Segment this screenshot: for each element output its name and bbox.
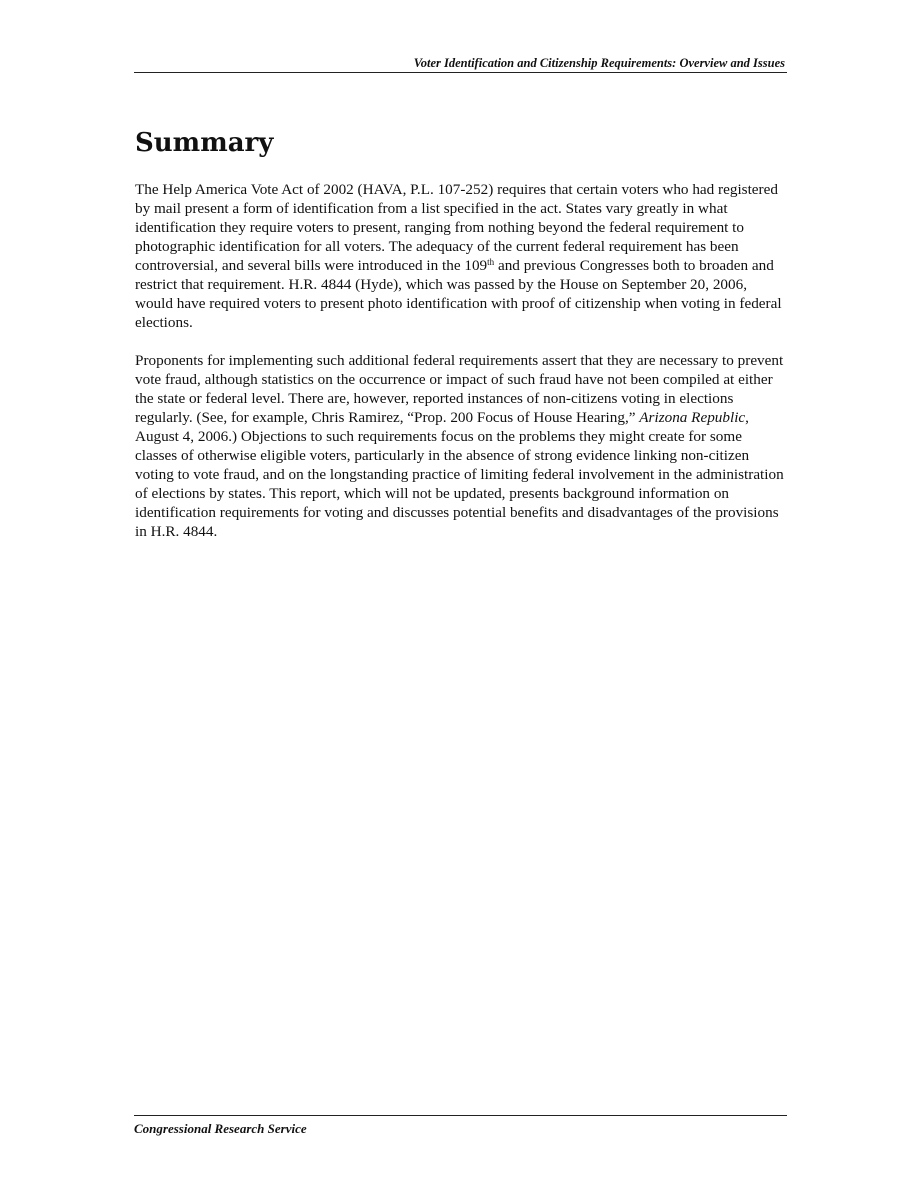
paragraph-2-text-a: Proponents for implementing such additional federal requirements assert that they are necessary to prevent vote fraud, although statistics on the occurrence or impact of such fraud have not been compiled at either the state or federal level. There are, however, reported instances of non-citizens voting in elections regularly. (See, for example, Chris Ramirez, “Prop. 200 Focus of House Hearing,” (135, 352, 784, 426)
paragraph-1-text-b: and previous Congresses both to broaden and restrict that requirement. H.R. 4844 (Hyde), which was passed by the House on September 20, 2006, would have required voters to present photo identification with proof of citizenship when voting in federal elections. (135, 257, 782, 331)
ordinal-superscript: th (487, 257, 495, 267)
running-header-title: Voter Identification and Citizenship Requirements: Overview and Issues (413, 56, 785, 70)
running-footer (134, 1115, 787, 1138)
page-content (135, 124, 787, 541)
page-title: Summary (135, 128, 274, 158)
running-header (134, 54, 787, 73)
footer-source: Congressional Research Service (134, 1121, 307, 1136)
summary-paragraph-2 (135, 351, 787, 541)
paragraph-2-text-b: , August 4, 2006.) Objections to such requirements focus on the problems they might create for some classes of otherwise eligible voters, particularly in the absence of strong evidence linking non-citizen voting to vote fraud, and on the longstanding practice of limiting federal involvement in the administration of elections by states. This report, which will not be updated, presents background information on identification requirements for voting and discusses potential benefits and disadvantages of the provisions in H.R. 4844. (135, 409, 784, 540)
paragraph-1-text-a: The Help America Vote Act of 2002 (HAVA, P.L. 107-252) requires that certain voters who had registered by mail present a form of identification from a list specified in the act. States vary greatly in what identification they require voters to present, ranging from nothing beyond the federal requirement to photographic identification for all voters. The adequacy of the current federal requirement has been controversial, and several bills were introduced in the 109 (135, 181, 778, 274)
publication-title: Arizona Republic (639, 409, 746, 426)
summary-paragraph-1 (135, 180, 787, 332)
